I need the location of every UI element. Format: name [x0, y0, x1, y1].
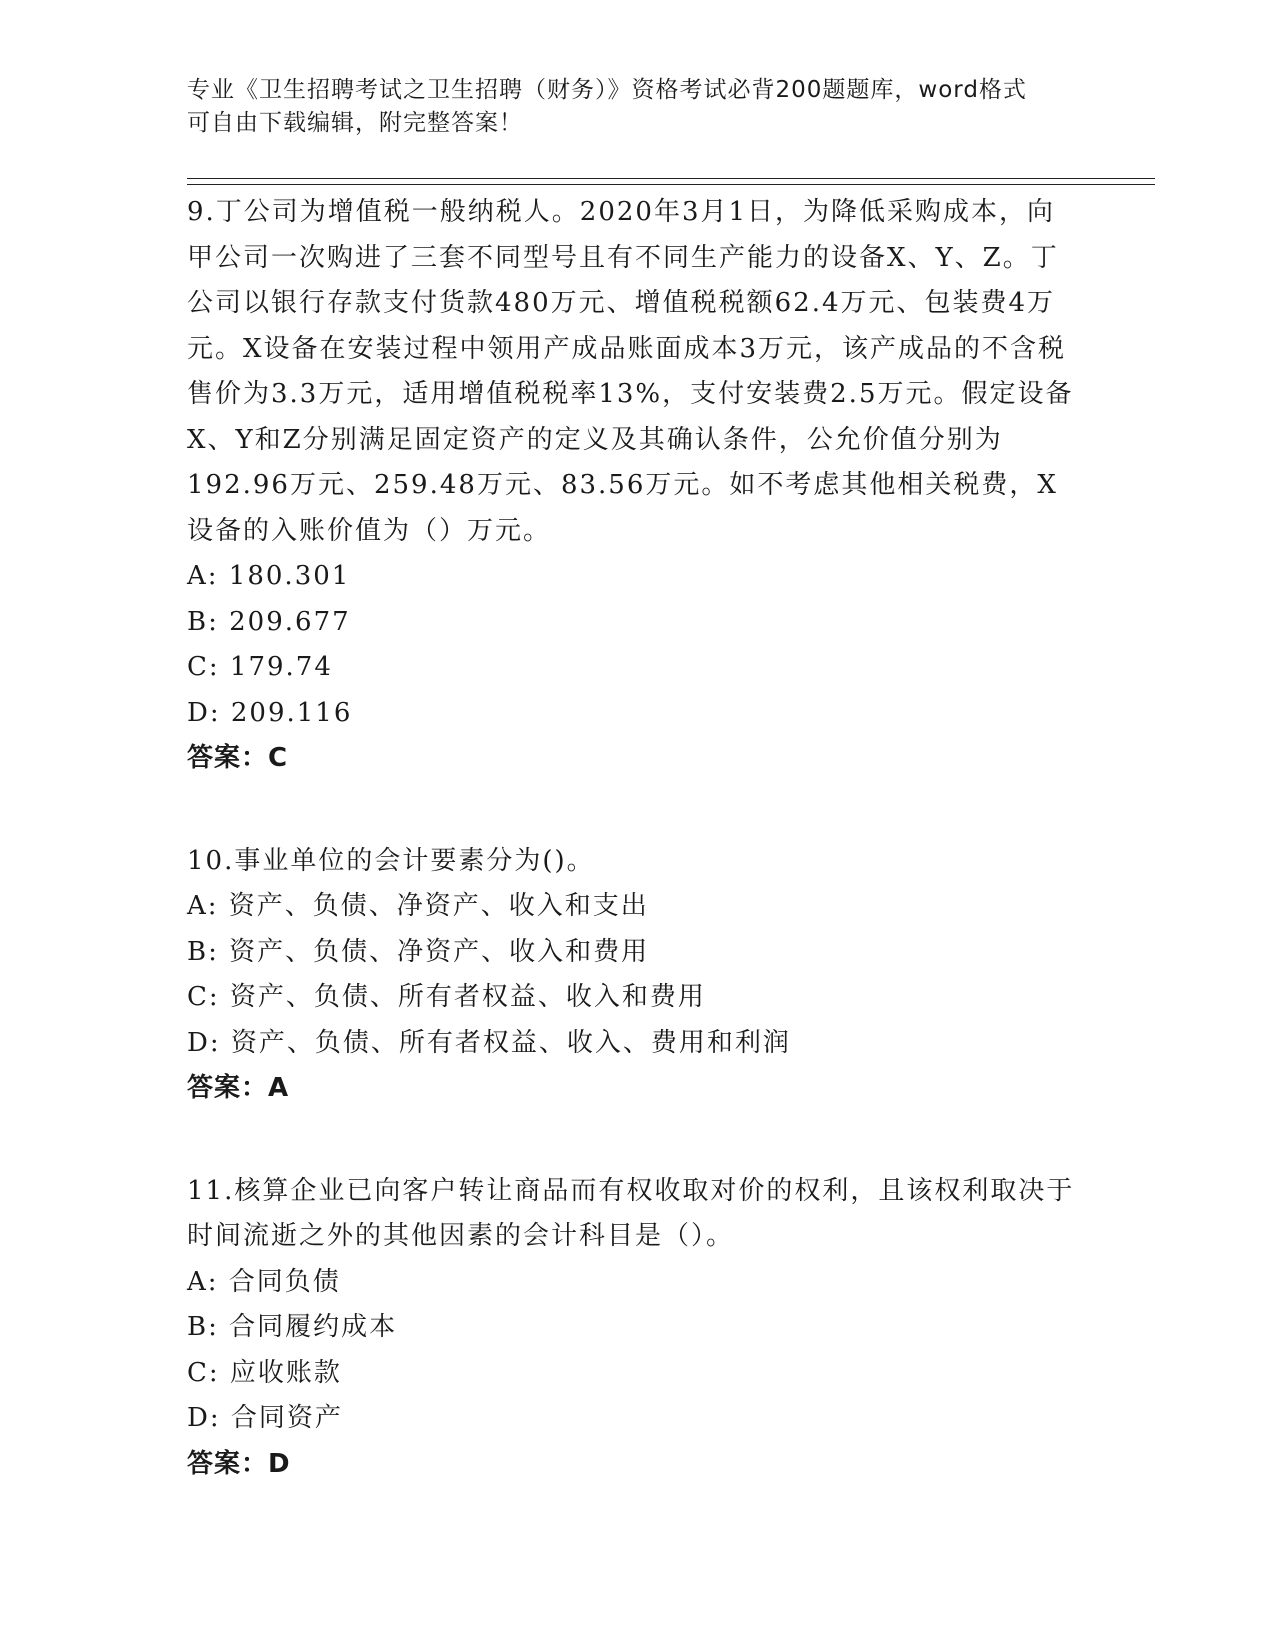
answer-label: 答案：A	[187, 1073, 290, 1103]
question-list	[187, 190, 1077, 1544]
option-d: D: 209.116	[187, 697, 353, 728]
option-c: C: 资产、负债、所有者权益、收入和费用	[187, 982, 706, 1012]
option-d: D: 资产、负债、所有者权益、收入、费用和利润	[187, 1027, 791, 1058]
option-c: C: 179.74	[187, 652, 333, 682]
question-stem: 9.丁公司为增值税一般纳税人。2020年3月1日，为降低采购成本，向甲公司一次购进了三套不同型号且有不同生产能力的设备X、Y、Z。丁公司以银行存款支付货款480万元、增值税税额62.4万元、包装费4万元。X设备在安装过程中领用产成品账面成本3万元，该产成品的不含税售价为3.3万元，适用增值税税率13%，支付安装费2.5万元。假定设备X、Y和Z分别满足固定资产的定义及其确认条件，公允价值分别为192.96万元、259.48万元、83.56万元。如不考虑其他相关税费，X设备的入账价值为（）万元。	[187, 197, 1074, 546]
question-stem: 10.事业单位的会计要素分为()。	[187, 845, 595, 876]
option-d: D: 合同资产	[187, 1403, 343, 1433]
question-11	[187, 1169, 1077, 1488]
option-a: A: 合同负债	[187, 1266, 341, 1297]
answer-label: 答案：C	[187, 743, 289, 773]
option-a: A: 180.301	[187, 561, 351, 591]
question-10	[187, 839, 1077, 1112]
page-header	[187, 74, 1067, 140]
answer-label: 答案：D	[187, 1448, 291, 1479]
question-9	[187, 190, 1077, 782]
option-b: B: 209.677	[187, 606, 351, 637]
header-divider	[187, 178, 1155, 185]
header-title-line-1: 专业《卫生招聘考试之卫生招聘（财务）》资格考试必背200题题库，word格式	[187, 77, 1027, 103]
option-c: C: 应收账款	[187, 1357, 342, 1388]
option-b: B: 资产、负债、净资产、收入和费用	[187, 936, 650, 967]
header-title-line-2: 可自由下载编辑，附完整答案！	[187, 110, 523, 136]
option-a: A: 资产、负债、净资产、收入和支出	[187, 891, 649, 921]
option-b: B: 合同履约成本	[187, 1312, 398, 1342]
question-stem: 11.核算企业已向客户转让商品而有权收取对价的权利，且该权利取决于时间流逝之外的其他因素的会计科目是（）。	[187, 1175, 1075, 1251]
